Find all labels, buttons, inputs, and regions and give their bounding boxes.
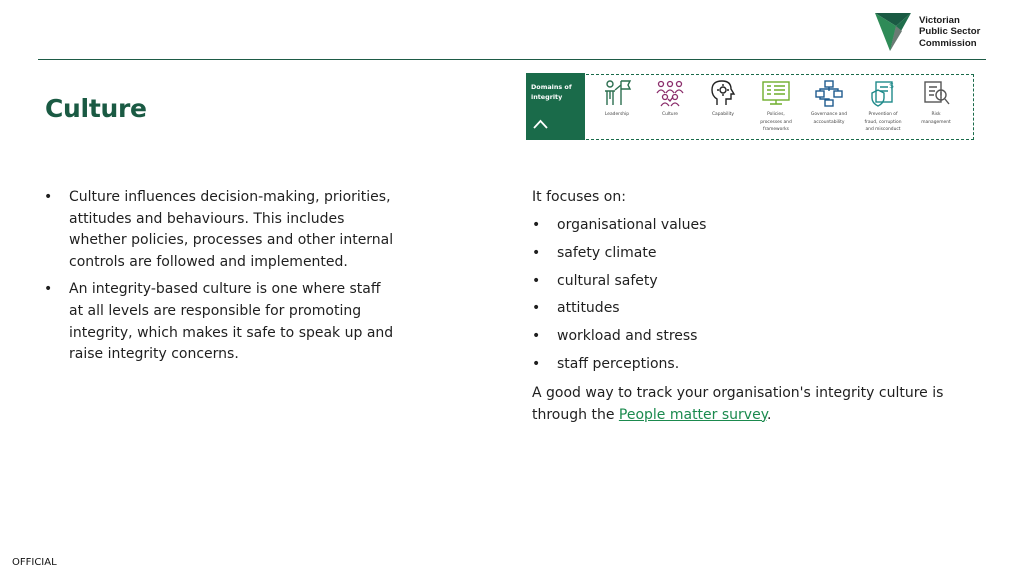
domain-item-label: Governance and <box>810 112 848 117</box>
chevron-up-icon[interactable] <box>533 119 548 129</box>
domain-item-capability[interactable] <box>695 79 751 119</box>
bullet-icon: • <box>532 217 541 233</box>
list-item <box>532 215 972 237</box>
domain-item-label: processes and <box>760 119 792 125</box>
list-item <box>532 354 972 376</box>
list-item-text: safety climate <box>557 244 657 261</box>
risk-icon <box>920 79 952 107</box>
bullet-icon: • <box>532 272 541 289</box>
domain-item-governance[interactable] <box>801 79 857 126</box>
domain-item-label: Prevention of <box>868 112 898 117</box>
bullet-icon: • <box>532 300 541 317</box>
domain-item-label: Leadership <box>604 112 630 117</box>
focus-intro: It focuses on: <box>532 189 626 205</box>
bullet-icon: • <box>532 244 541 261</box>
bullet-icon: • <box>44 189 53 205</box>
list-item-text: workload and stress <box>557 328 698 345</box>
domains-heading-box[interactable] <box>526 73 585 140</box>
domains-of-integrity-nav <box>526 73 975 140</box>
left-bullet-list <box>44 187 394 372</box>
domains-heading <box>531 82 572 102</box>
policies-icon <box>760 79 792 107</box>
header-divider <box>38 59 986 60</box>
domain-item-label: frameworks <box>763 127 789 133</box>
bullet-icon: • <box>532 355 541 372</box>
bullet-icon: • <box>44 281 53 298</box>
governance-icon <box>813 79 845 107</box>
domain-item-label: accountability <box>813 119 845 125</box>
domain-item-label: and misconduct <box>865 127 901 133</box>
domain-item-label: fraud, corruption <box>864 119 902 125</box>
prevention-icon <box>867 79 899 107</box>
list-item-text: An integrity-based culture is one where staff at all levels are responsible for promoting integrity, which makes it safe to speak up and raise integrity concerns. <box>69 281 394 363</box>
logo-line: Commission <box>919 37 977 49</box>
capability-icon <box>707 79 739 107</box>
list-item-text: organisational values <box>557 217 707 233</box>
domain-item-label: Policies, <box>767 112 785 117</box>
list-item-text: cultural safety <box>557 272 658 289</box>
list-item <box>44 187 394 273</box>
list-item <box>532 243 972 265</box>
culture-icon <box>654 79 686 107</box>
list-item <box>532 298 972 320</box>
bullet-icon: • <box>532 328 541 345</box>
domain-item-label: Capability <box>711 112 734 117</box>
logo-line: Victorian <box>919 15 960 26</box>
list-item <box>532 271 972 293</box>
survey-text-before: A good way to track your organisation's integrity culture is through the <box>532 385 944 423</box>
domains-heading-line: integrity <box>531 93 563 101</box>
leadership-icon <box>601 79 633 107</box>
survey-text-after: . <box>766 406 772 423</box>
focus-bullet-list <box>532 215 972 382</box>
domain-item-label: management <box>921 119 951 125</box>
page-title: Culture <box>45 94 147 123</box>
svg-text:$: $ <box>889 81 895 90</box>
domain-item-risk[interactable] <box>908 79 964 126</box>
logo-line: Public Sector <box>919 26 981 38</box>
vpsc-logo-mark-icon <box>875 13 915 53</box>
list-item <box>532 326 972 348</box>
vpsc-logo-text <box>919 15 980 49</box>
domain-item-label: Culture <box>662 112 678 117</box>
vpsc-logo <box>875 13 990 53</box>
survey-paragraph <box>532 383 972 426</box>
people-matter-survey-link[interactable]: People matter survey <box>618 406 767 423</box>
domain-item-prevention[interactable] <box>855 79 911 134</box>
domain-item-culture[interactable] <box>642 79 698 119</box>
list-item-text: Culture influences decision-making, priorities, attitudes and behaviours. This includes whether policies, processes and other internal controls are followed and implemented. <box>69 189 394 270</box>
domain-item-leadership[interactable] <box>589 79 645 119</box>
domains-heading-line: Domains of <box>531 83 572 91</box>
domain-item-policies[interactable] <box>748 79 804 134</box>
list-item-text: staff perceptions. <box>557 355 680 372</box>
list-item <box>44 279 394 365</box>
list-item-text: attitudes <box>557 300 620 317</box>
security-classification: OFFICIAL <box>12 557 57 568</box>
domain-item-label: Risk <box>931 112 941 117</box>
